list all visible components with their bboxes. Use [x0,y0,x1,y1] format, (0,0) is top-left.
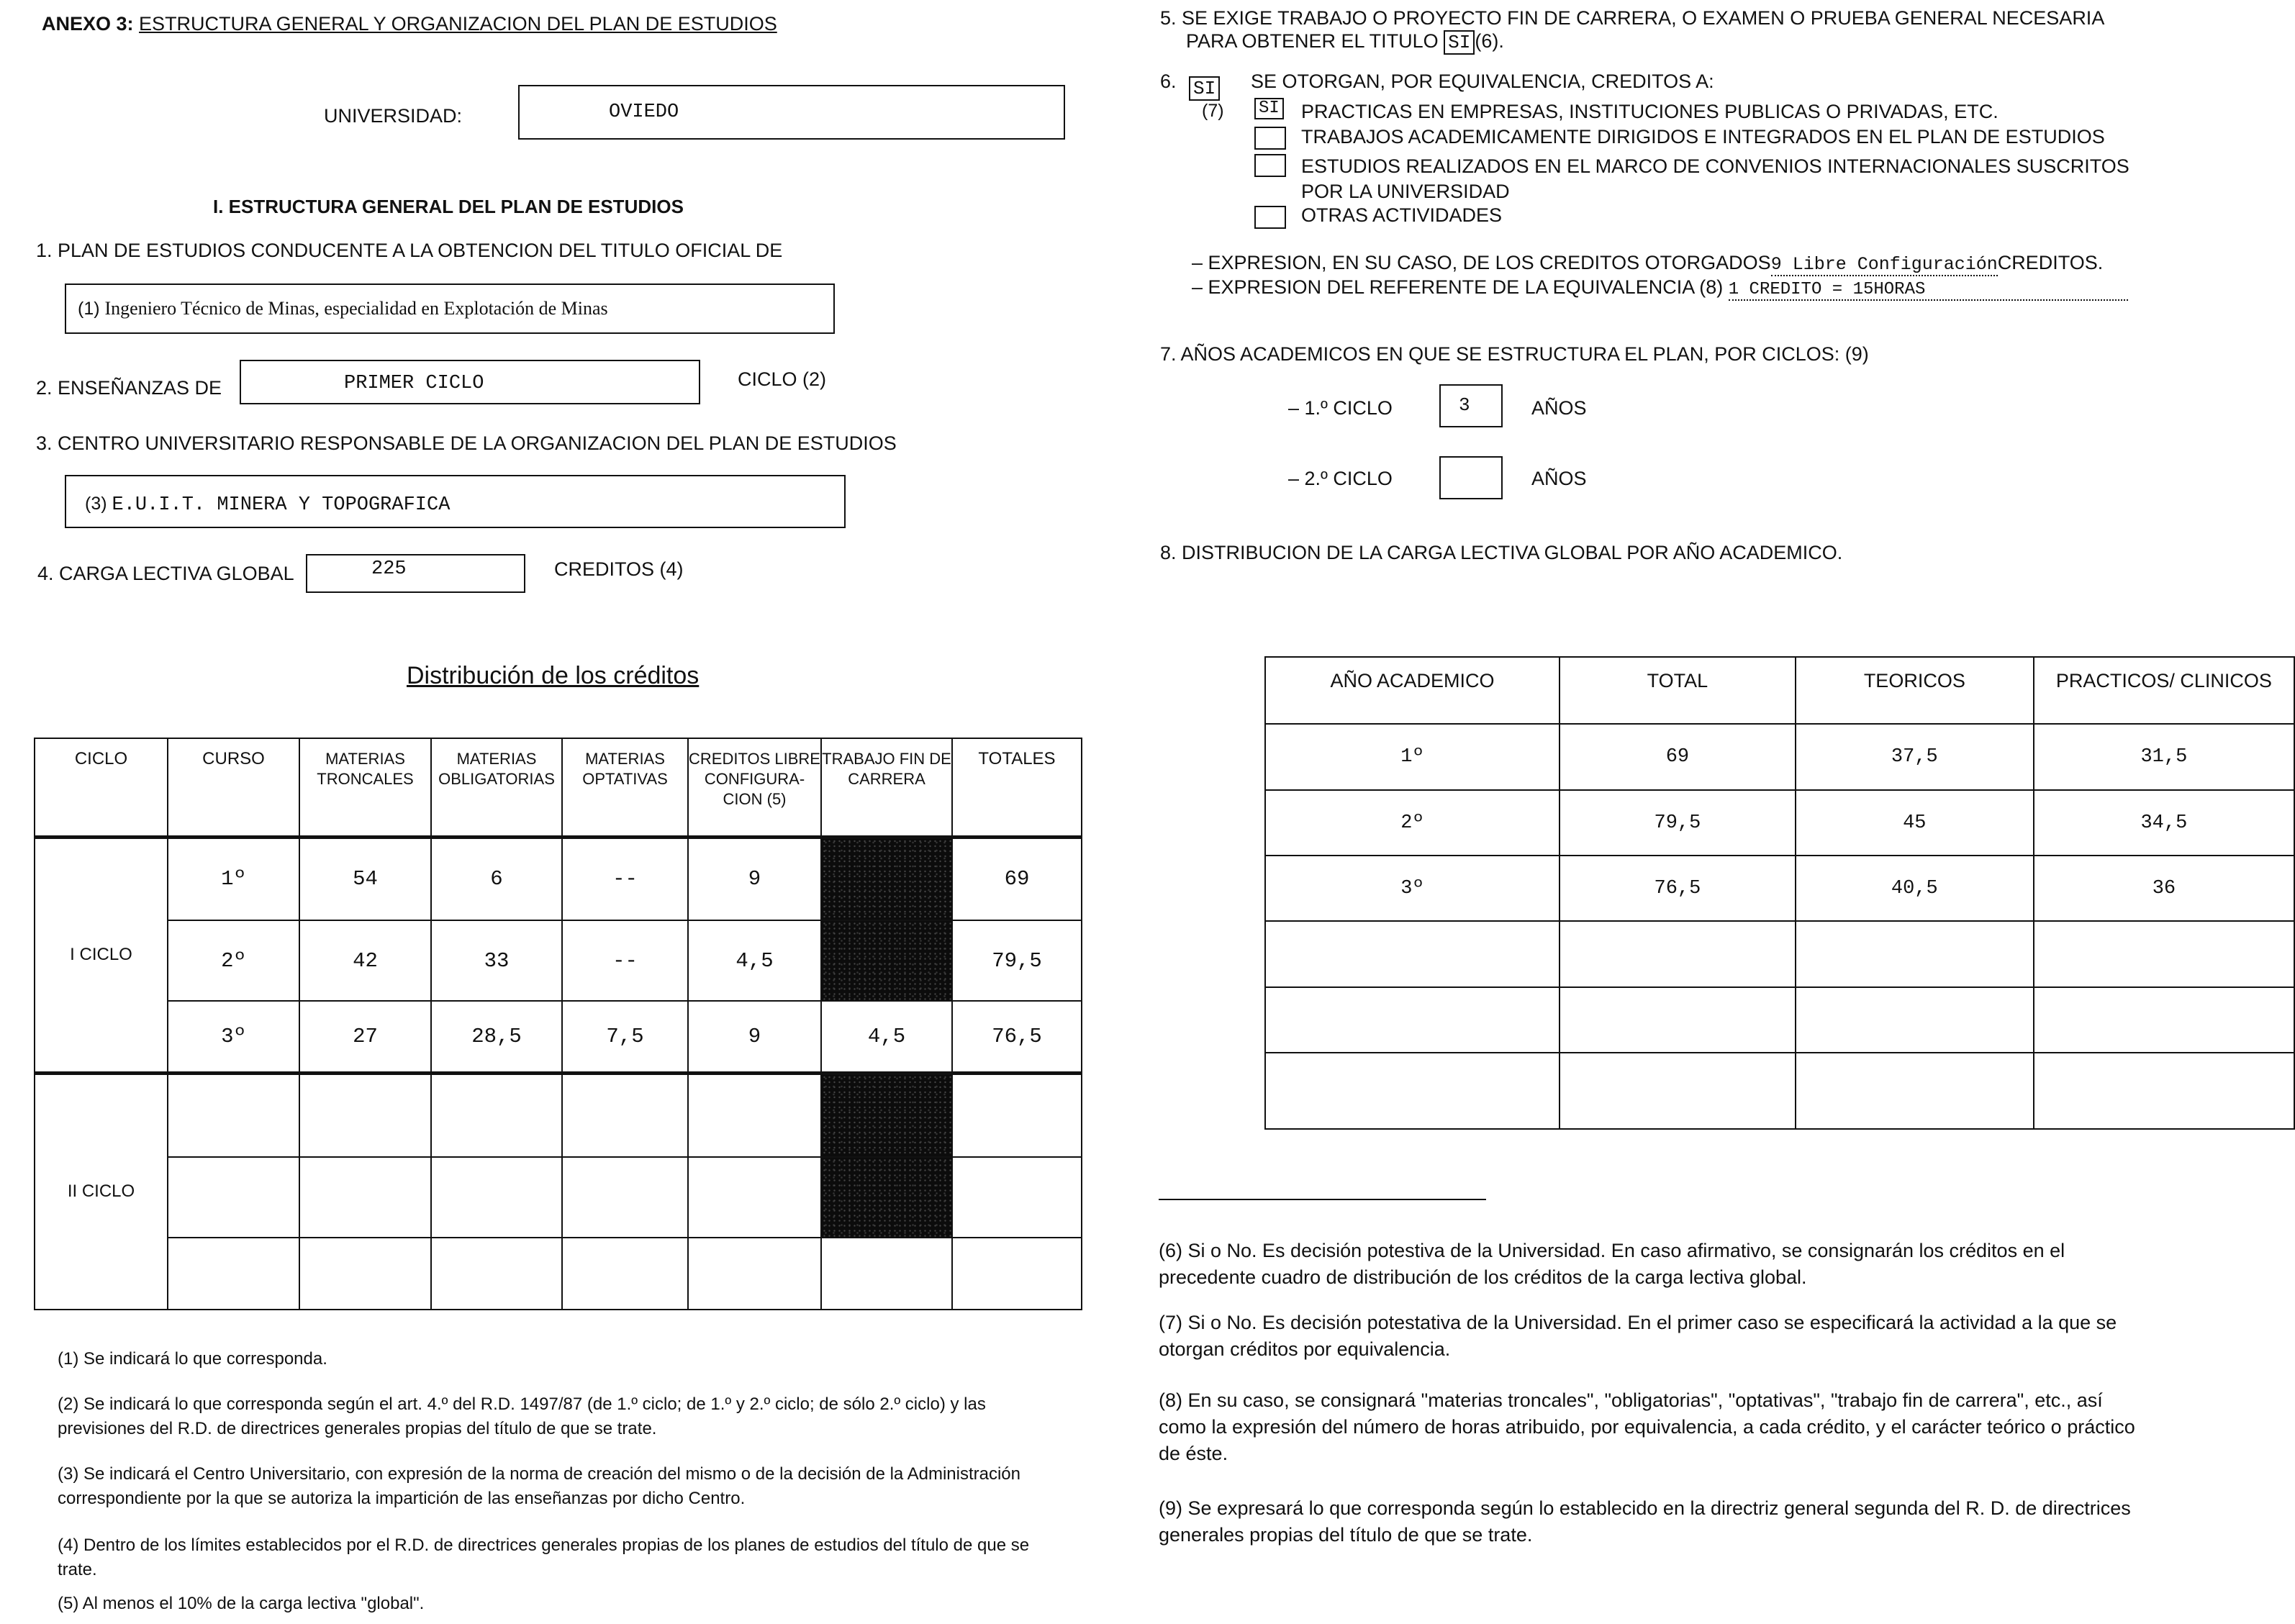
item6-checkbox[interactable]: SI [1189,76,1220,101]
table-cell: 6 [431,837,562,920]
table-cell [431,1238,562,1310]
table-cell: -- [562,920,688,1001]
cycle2-label: – 2.º CICLO [1288,468,1393,489]
annex-prefix: ANEXO 3: [42,13,134,35]
table-row [1265,724,2294,790]
table-cell [1265,987,1560,1053]
table-cell: 76,5 [1560,856,1796,921]
col-header-optativas: MATERIAS OPTATIVAS [562,738,688,837]
annex-title: ESTRUCTURA GENERAL Y ORGANIZACION DEL PLAN DE ESTUDIOS [139,13,777,35]
table-cell [1560,1053,1796,1129]
shaded-cell [821,1073,952,1157]
table-cell: -- [562,837,688,920]
shaded-cell [821,920,952,1001]
table-cell [821,1238,952,1310]
col-header-trabajo: TRABAJO FIN DE CARRERA [821,738,952,837]
table-cell [1265,921,1560,987]
item5-note: (6). [1475,30,1504,52]
table-cell: 33 [431,920,562,1001]
table-cell: 1º [1265,724,1560,790]
item6-note: (7) [1202,101,1224,121]
footnote-5: (5) Al menos el 10% de la carga lectiva "global". [58,1594,425,1613]
item4-label: 4. CARGA LECTIVA GLOBAL [37,563,294,584]
item3-label: 3. CENTRO UNIVERSITARIO RESPONSABLE DE LA ORGANIZACION DEL PLAN DE ESTUDIOS [36,432,897,454]
expr1-line [1192,252,2103,275]
table-row [1265,987,2294,1053]
table-cell [2034,987,2294,1053]
footnote-4: (4) Dentro de los límites establecidos por el R.D. de directrices generales propias de los planes de estudios del título de que se trate. [58,1535,1030,1579]
col-header-libre: CREDITOS LIBRE CONFIGURA- CION (5) [688,738,821,837]
cycle1-label: – 1.º CICLO [1288,397,1393,419]
table-cell: 9 [688,837,821,920]
expr2-label: – EXPRESION DEL REFERENTE DE LA EQUIVALENCIA (8) [1192,276,1724,298]
credit-table [34,738,1082,1310]
table-row [1265,790,2294,856]
col-header-totales: TOTALES [952,738,1082,837]
table-cell [562,1073,688,1157]
cycle1-value: 3 [1459,394,1470,416]
table-cell: 7,5 [562,1001,688,1073]
item6-title: SE OTORGAN, POR EQUIVALENCIA, CREDITOS A: [1251,71,1714,92]
table-cell: 3º [1265,856,1560,921]
shaded-cell [821,1157,952,1238]
table-cell [562,1157,688,1238]
footnote-1: (1) Se indicará lo que corresponda. [58,1349,327,1369]
table-cell: 37,5 [1796,724,2034,790]
table-cell [688,1073,821,1157]
item8-label: 8. DISTRIBUCION DE LA CARGA LECTIVA GLOBAL POR AÑO ACADEMICO. [1160,542,1843,563]
table-cell: 54 [299,837,431,920]
table-row [1265,1053,2294,1129]
year-col-header: TEORICOS [1796,657,2034,724]
footnote-8: (8) En su caso, se consignará "materias troncales", "obligatorias", "optativas", "trabajo fin de carrera", etc., así como la expresión del número de horas atribuido, por equivalencia, a cada crédito, y el carácter teórico o práctico de éste. [1159,1389,2135,1464]
table-cell: 27 [299,1001,431,1073]
table-row [35,1073,1082,1157]
credit-header-row [35,738,1082,837]
table-cell: 34,5 [2034,790,2294,856]
university-value: OVIEDO [609,101,679,123]
table-cell [431,1073,562,1157]
item2-label: 2. ENSEÑANZAS DE [36,377,222,399]
option4-checkbox[interactable] [1254,206,1286,229]
table-row [35,1157,1082,1238]
option2-text: TRABAJOS ACADEMICAMENTE DIRIGIDOS E INTEGRADOS EN EL PLAN DE ESTUDIOS [1301,126,2105,148]
expr1-suffix: CREDITOS. [1997,252,2104,273]
item6-number: 6. [1160,71,1177,92]
university-field [518,85,1065,140]
table-cell: 76,5 [952,1001,1082,1073]
footnote-2: (2) Se indicará lo que corresponda según el art. 4.º del R.D. 1497/87 (de 1.º ciclo; de 1.º y 2.º ciclo; de sólo 2.º ciclo) y las previsiones del R.D. de directrices generales propias del título de que se trate. [58,1394,986,1438]
item1-label: 1. PLAN DE ESTUDIOS CONDUCENTE A LA OBTENCION DEL TITULO OFICIAL DE [36,240,783,261]
footnote-separator [1159,1199,1486,1200]
table-cell [1796,921,2034,987]
table-cell [299,1073,431,1157]
option4-text: OTRAS ACTIVIDADES [1301,204,1503,226]
option3-checkbox[interactable] [1254,154,1286,177]
item5-text: PARA OBTENER EL TITULO [1186,30,1439,52]
footnote-7: (7) Si o No. Es decisión potestativa de la Universidad. En el primer caso se especificará la actividad a la que se otorgan créditos por equivalencia. [1159,1312,2117,1360]
table-cell [2034,921,2294,987]
table-cell [299,1238,431,1310]
table-cell: 69 [952,837,1082,920]
load-field [306,554,525,593]
table-cell [952,1238,1082,1310]
table-cell [1796,1053,2034,1129]
table-cell [1560,921,1796,987]
col-header-ciclo: CICLO [35,738,168,837]
center-value-line [85,494,450,516]
option2-checkbox[interactable] [1254,127,1286,150]
distribution-title: Distribución de los créditos [407,662,700,689]
shaded-cell [821,837,952,920]
table-cell: 9 [688,1001,821,1073]
table-cell [431,1157,562,1238]
col-header-curso: CURSO [168,738,299,837]
year-table [1264,656,2295,1130]
cycle1-field [1439,384,1503,427]
item5-checkbox[interactable]: SI [1444,30,1475,55]
table-cell [168,1157,299,1238]
table-cell [952,1073,1082,1157]
table-cell [168,1238,299,1310]
table-cell [299,1157,431,1238]
table-row [35,837,1082,920]
table-cell [168,1073,299,1157]
cycle2-years: AÑOS [1531,468,1587,489]
footnote-3: (3) Se indicará el Centro Universitario, con expresión de la norma de creación del mismo o de la decisión de la Administración correspondiente por la que se autoriza la impartición de las enseñanzas por dicho Centro. [58,1464,1020,1508]
table-cell [1560,987,1796,1053]
option1-checkbox[interactable]: SI [1254,98,1284,119]
item5-line1: 5. SE EXIGE TRABAJO O PROYECTO FIN DE CARRERA, O EXAMEN O PRUEBA GENERAL NECESARIA [1160,7,2105,29]
table-cell [562,1238,688,1310]
option1-text: PRACTICAS EN EMPRESAS, INSTITUCIONES PUBLICAS O PRIVADAS, ETC. [1301,101,1998,122]
table-cell: 2º [1265,790,1560,856]
item3-value: E.U.I.T. MINERA Y TOPOGRAFICA [112,494,451,516]
item3-note: (3) [85,494,107,514]
table-row [1265,921,2294,987]
ciclo-label: I CICLO [35,837,168,1073]
item1-note: (1) [78,299,100,319]
table-cell: 4,5 [821,1001,952,1073]
col-header-obligatorias: MATERIAS OBLIGATORIAS [431,738,562,837]
item4-value: 225 [371,558,407,580]
table-cell: 45 [1796,790,2034,856]
expr1-value: 9 Libre Configuración [1770,254,1998,275]
table-cell: 2º [168,920,299,1001]
table-cell: 40,5 [1796,856,2034,921]
cycle2-field [1439,456,1503,499]
table-row [35,1238,1082,1310]
cycle1-years: AÑOS [1531,397,1587,419]
table-cell: 36 [2034,856,2294,921]
section-title: I. ESTRUCTURA GENERAL DEL PLAN DE ESTUDIOS [213,196,684,217]
year-col-header: PRACTICOS/ CLINICOS [2034,657,2294,724]
table-cell [688,1157,821,1238]
table-row [35,1001,1082,1073]
degree-value-line [78,298,608,319]
table-cell: 79,5 [952,920,1082,1001]
table-cell [688,1238,821,1310]
university-label: UNIVERSIDAD: [324,105,463,127]
table-cell: 69 [1560,724,1796,790]
table-cell: 3º [168,1001,299,1073]
table-cell [1265,1053,1560,1129]
item1-value: Ingeniero Técnico de Minas, especialidad en Explotación de Minas [104,298,608,319]
table-cell: 1º [168,837,299,920]
item7-label: 7. AÑOS ACADEMICOS EN QUE SE ESTRUCTURA EL PLAN, POR CICLOS: (9) [1160,343,1869,365]
year-header-row [1265,657,2294,724]
table-cell: 31,5 [2034,724,2294,790]
table-cell [952,1157,1082,1238]
col-header-troncales: MATERIAS TRONCALES [299,738,431,837]
footnote-6: (6) Si o No. Es decisión potestiva de la Universidad. En caso afirmativo, se consignarán los créditos en el precedente cuadro de distribución de los créditos de la carga lectiva global. [1159,1240,2065,1288]
item4-suffix: CREDITOS (4) [554,558,684,580]
annex-heading [42,13,777,35]
expr1-label: – EXPRESION, EN SU CASO, DE LOS CREDITOS OTORGADOS [1192,252,1771,273]
ciclo-label: II CICLO [35,1073,168,1310]
table-cell: 42 [299,920,431,1001]
year-col-header: AÑO ACADEMICO [1265,657,1560,724]
expr2-value: 1 CREDITO = 15HORAS [1729,280,2128,301]
item2-suffix: CICLO (2) [738,368,827,390]
expr2-line [1192,276,2128,301]
footnote-9: (9) Se expresará lo que corresponda según lo establecido en la directriz general segunda del R. D. de directrices generales propias del título de que se trate. [1159,1497,2131,1546]
table-row [1265,856,2294,921]
table-row [35,920,1082,1001]
item5-line2 [1186,30,1504,53]
table-cell: 28,5 [431,1001,562,1073]
year-col-header: TOTAL [1560,657,1796,724]
option3-text: ESTUDIOS REALIZADOS EN EL MARCO DE CONVENIOS INTERNACIONALES SUSCRITOS POR LA UNIVERSIDAD [1301,155,2129,202]
table-cell: 4,5 [688,920,821,1001]
item2-value: PRIMER CICLO [344,373,484,394]
table-cell [1796,987,2034,1053]
table-cell: 79,5 [1560,790,1796,856]
table-cell [2034,1053,2294,1129]
